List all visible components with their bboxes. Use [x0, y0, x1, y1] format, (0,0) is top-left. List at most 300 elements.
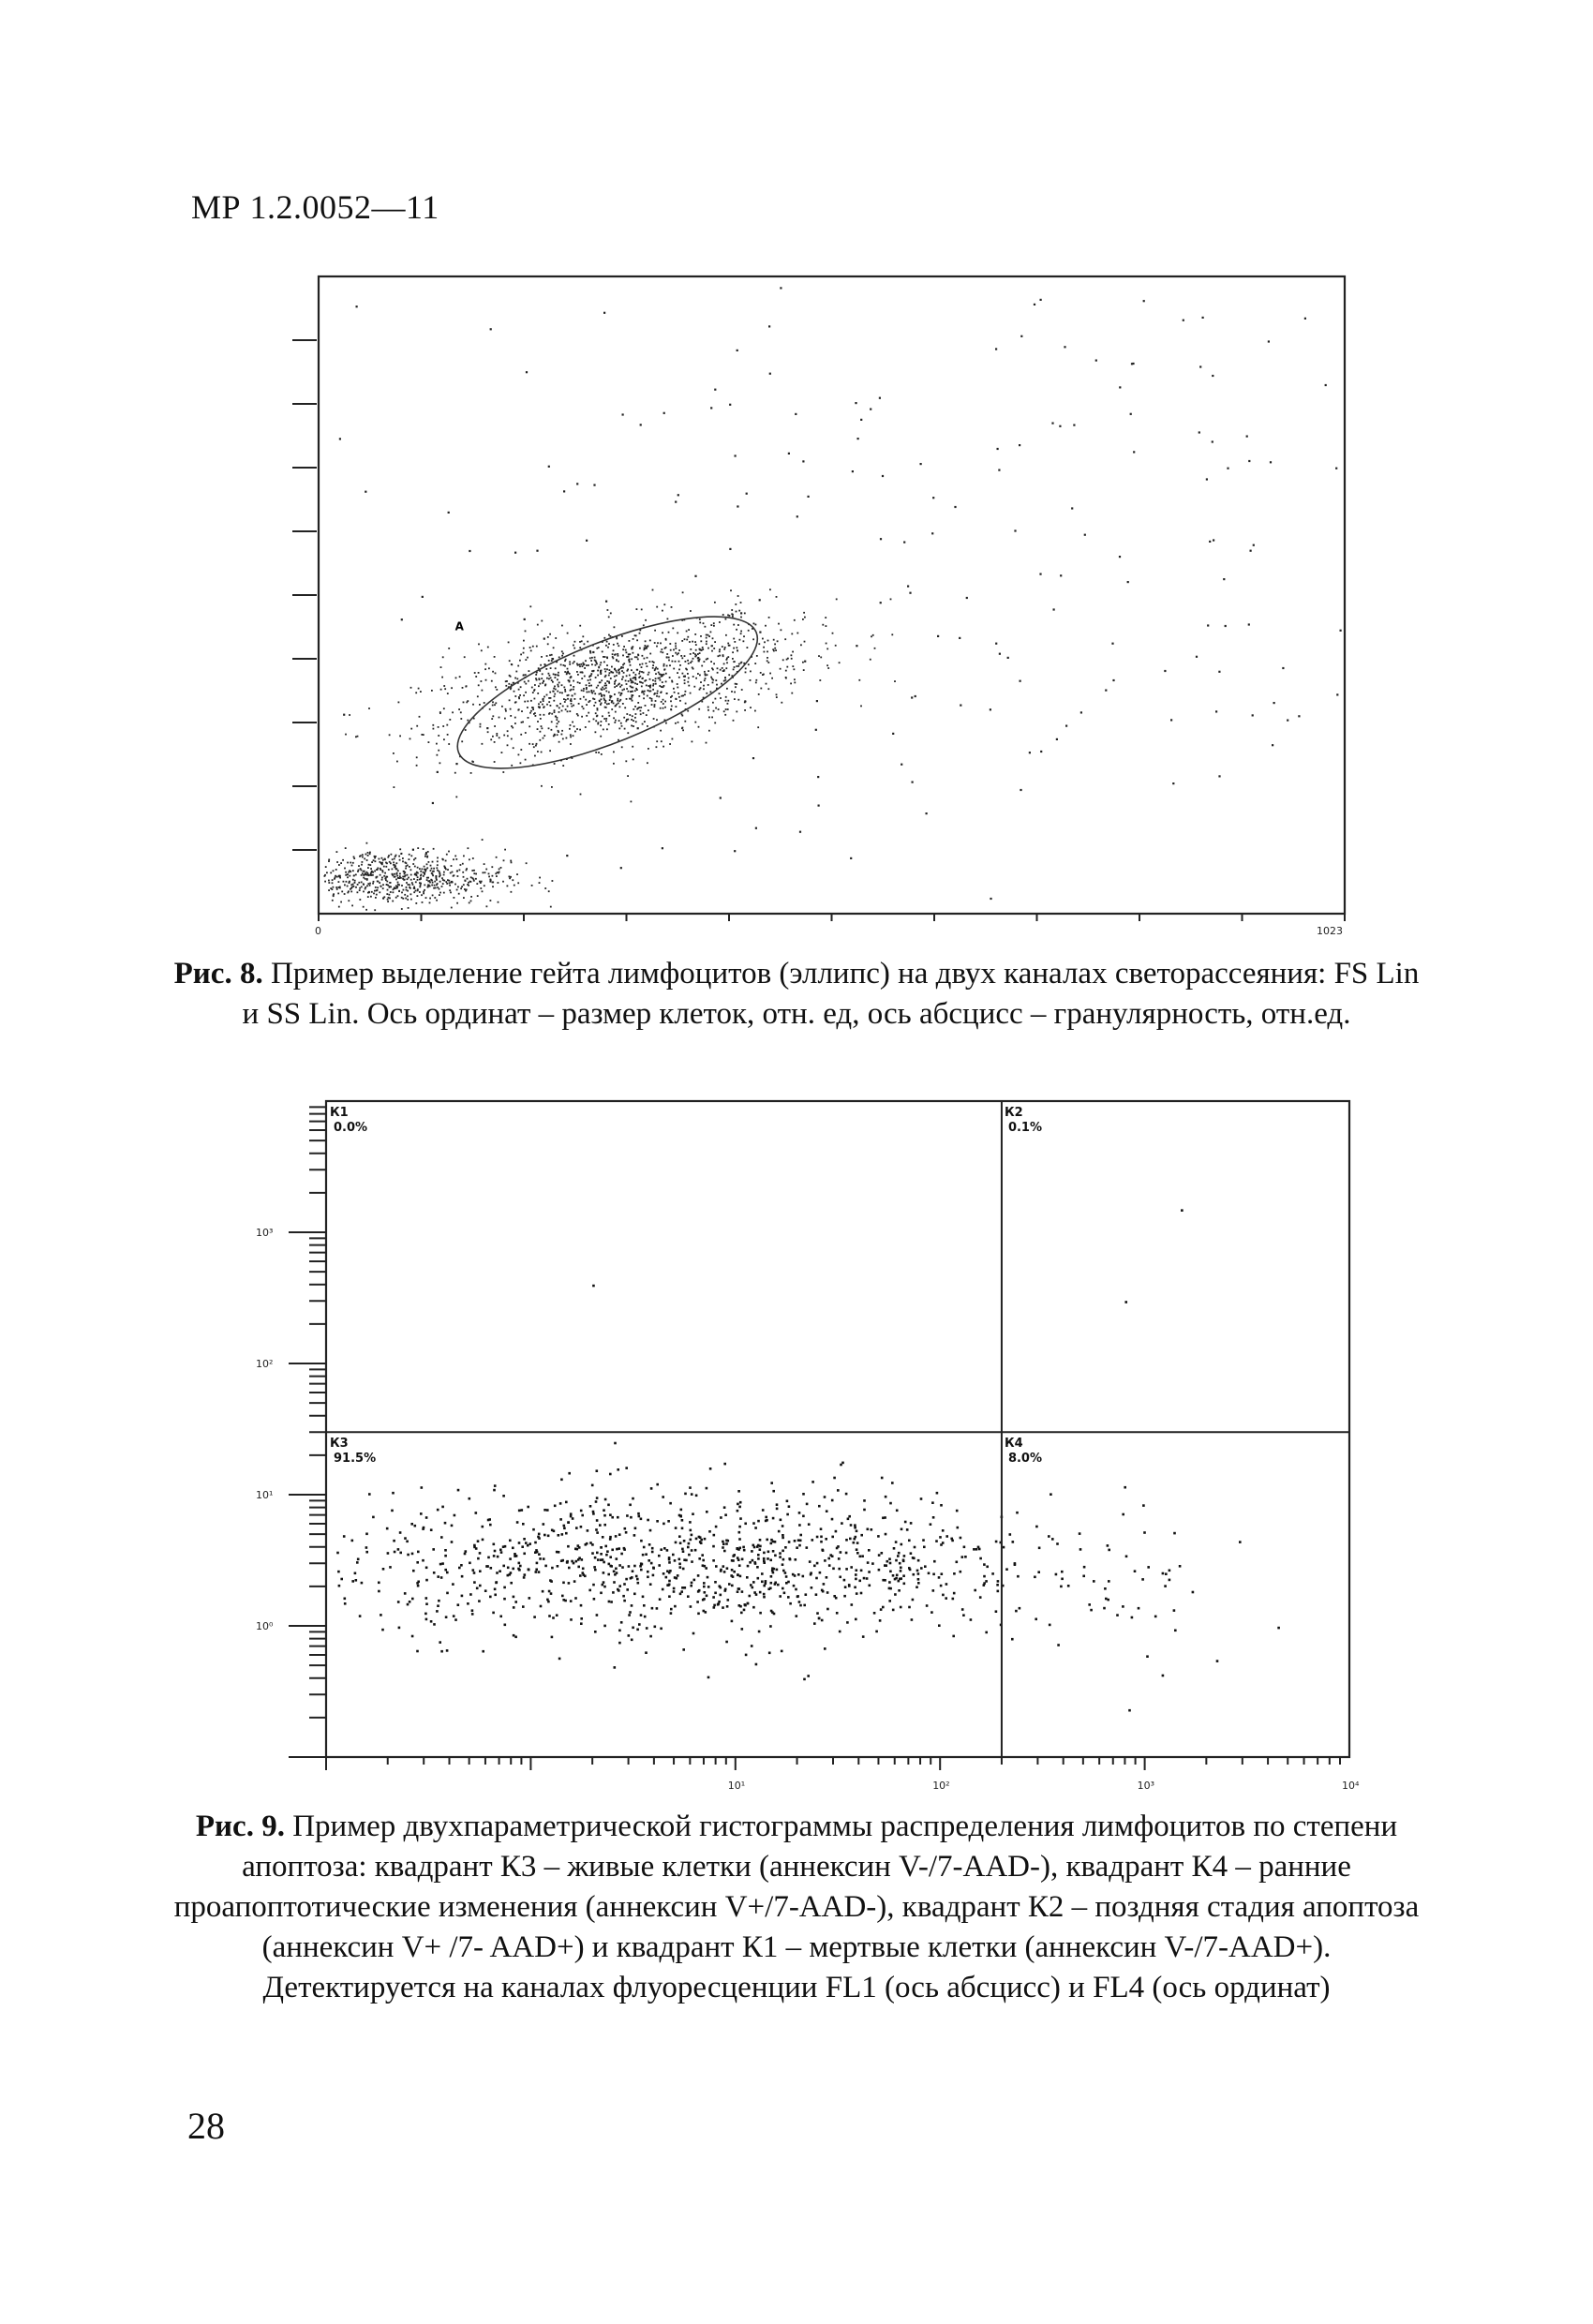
data-point	[737, 699, 739, 701]
data-point	[786, 659, 788, 661]
data-point	[699, 675, 701, 677]
data-point	[564, 701, 566, 703]
data-point	[736, 711, 737, 713]
data-point	[1080, 711, 1082, 713]
data-point	[512, 727, 514, 729]
data-point	[547, 1601, 550, 1603]
data-point	[663, 1523, 665, 1526]
data-point	[660, 643, 662, 645]
data-point	[900, 1567, 902, 1570]
data-point	[437, 1575, 439, 1578]
data-point	[932, 1573, 935, 1576]
data-point	[754, 663, 756, 664]
data-point	[556, 1614, 558, 1616]
data-point	[710, 407, 712, 409]
data-point	[398, 702, 400, 704]
data-point	[433, 868, 435, 870]
data-point	[765, 625, 767, 627]
data-point	[913, 1557, 916, 1560]
data-point	[936, 1492, 939, 1495]
data-point	[758, 1631, 761, 1633]
data-point	[759, 1545, 762, 1548]
y-tick-label-1: 10⁰	[256, 1620, 274, 1632]
data-point	[755, 682, 757, 684]
data-point	[558, 721, 559, 723]
data-point	[451, 1525, 454, 1527]
data-point	[427, 886, 429, 888]
data-point	[1119, 556, 1121, 558]
data-point	[610, 678, 612, 679]
data-point	[554, 686, 556, 688]
data-point	[608, 712, 610, 714]
data-point	[643, 672, 645, 674]
data-point	[525, 1542, 528, 1544]
data-point	[409, 1601, 411, 1603]
data-point	[648, 1559, 650, 1562]
data-point	[433, 1572, 436, 1574]
data-point	[571, 698, 573, 700]
data-point	[419, 879, 421, 881]
data-point	[587, 1529, 589, 1532]
data-point	[429, 902, 431, 904]
data-point	[767, 660, 768, 662]
data-point	[557, 717, 558, 719]
data-point	[595, 677, 597, 678]
data-point	[557, 674, 558, 676]
data-point	[697, 1613, 700, 1616]
data-point	[631, 1604, 633, 1607]
gate-label: A	[454, 619, 464, 633]
data-point	[748, 663, 750, 665]
data-point	[363, 877, 365, 879]
data-point	[661, 701, 663, 703]
data-point	[492, 886, 494, 887]
data-point	[624, 1527, 627, 1530]
data-point	[1005, 1568, 1008, 1571]
data-point	[609, 669, 611, 671]
data-point	[698, 1557, 701, 1560]
data-point	[593, 691, 595, 693]
data-point	[414, 873, 416, 875]
data-point	[551, 1636, 554, 1639]
data-point	[687, 1546, 690, 1549]
data-point	[338, 906, 340, 908]
data-point	[516, 1521, 519, 1524]
data-point	[997, 1590, 1000, 1593]
data-point	[648, 709, 649, 711]
data-point	[739, 1605, 742, 1608]
data-point	[619, 699, 621, 701]
data-point	[592, 1512, 595, 1515]
data-point	[513, 747, 514, 749]
figure8-x-ticks	[319, 914, 1345, 921]
data-point	[347, 886, 349, 887]
data-point	[567, 1545, 570, 1548]
data-point	[753, 623, 755, 625]
data-point	[445, 869, 447, 871]
data-point	[470, 876, 472, 878]
data-point	[874, 648, 876, 649]
data-point	[860, 1534, 863, 1537]
data-point	[602, 1584, 604, 1587]
data-point	[862, 1635, 865, 1638]
data-point	[516, 678, 518, 680]
data-point	[396, 887, 398, 889]
data-point	[432, 874, 434, 876]
data-point	[543, 735, 545, 737]
data-point	[591, 1484, 594, 1487]
quadrant-k1-label: К1	[330, 1106, 349, 1120]
data-point	[595, 712, 597, 714]
data-point	[413, 859, 415, 861]
data-point	[624, 707, 626, 708]
data-point	[472, 704, 474, 706]
data-point	[808, 1523, 811, 1526]
data-point	[822, 624, 824, 626]
data-point	[916, 1586, 918, 1588]
x-tick-label-10000: 10⁴	[1342, 1780, 1360, 1792]
data-point	[579, 1574, 582, 1577]
data-point	[592, 1511, 595, 1513]
data-point	[416, 725, 418, 727]
data-point	[426, 863, 428, 865]
data-point	[1174, 1630, 1177, 1632]
data-point	[347, 876, 349, 878]
data-point	[738, 1506, 741, 1509]
data-point	[930, 1523, 932, 1526]
data-point	[668, 1561, 671, 1564]
data-point	[749, 1595, 752, 1598]
data-point	[588, 721, 590, 723]
data-point	[333, 870, 335, 872]
data-point	[725, 667, 727, 669]
data-point	[595, 720, 597, 722]
data-point	[712, 637, 714, 639]
data-point	[537, 693, 539, 694]
figure8-svg	[272, 267, 1377, 942]
data-point	[551, 658, 553, 660]
data-point	[677, 722, 679, 723]
data-point	[618, 1533, 621, 1536]
data-point	[900, 1606, 902, 1609]
data-point	[658, 1555, 661, 1557]
data-point	[582, 635, 584, 637]
data-point	[878, 1569, 881, 1572]
data-point	[343, 714, 345, 716]
data-point	[361, 874, 363, 876]
data-point	[785, 678, 787, 679]
data-point	[334, 878, 335, 880]
data-point	[723, 1571, 726, 1573]
data-point	[700, 635, 702, 637]
data-point	[686, 631, 688, 633]
data-point	[484, 702, 485, 704]
data-point	[664, 648, 666, 649]
data-point	[662, 651, 663, 653]
data-point	[1206, 478, 1208, 480]
data-point	[926, 812, 928, 814]
data-point	[433, 871, 435, 872]
data-point	[722, 1541, 724, 1543]
data-point	[687, 710, 689, 712]
data-point	[402, 860, 404, 862]
figure9-caption-label: Рис. 9.	[195, 1810, 285, 1843]
data-point	[445, 860, 447, 862]
data-point	[787, 1596, 790, 1599]
data-point	[447, 869, 449, 871]
data-point	[859, 1556, 862, 1558]
data-point	[563, 1525, 566, 1527]
data-point	[658, 672, 660, 674]
data-point	[487, 647, 489, 648]
data-point	[600, 1592, 603, 1595]
data-point	[528, 680, 529, 682]
data-point	[800, 644, 802, 646]
data-point	[371, 891, 373, 893]
data-point	[663, 412, 665, 414]
data-point	[491, 680, 493, 682]
data-point	[572, 1517, 574, 1520]
data-point	[380, 1614, 382, 1616]
data-point	[527, 700, 529, 702]
data-point	[588, 682, 590, 684]
data-point	[769, 373, 771, 375]
data-point	[917, 1582, 920, 1585]
data-point	[779, 1552, 782, 1555]
data-point	[691, 1549, 693, 1552]
data-point	[679, 1542, 682, 1544]
data-point	[854, 1587, 856, 1589]
data-point	[410, 855, 412, 857]
data-point	[377, 881, 379, 883]
data-point	[629, 1611, 632, 1614]
data-point	[623, 689, 625, 691]
data-point	[605, 1554, 608, 1557]
data-point	[421, 734, 423, 736]
data-point	[475, 676, 477, 678]
data-point	[637, 654, 639, 656]
data-point	[533, 713, 535, 715]
data-point	[739, 1517, 742, 1520]
data-point	[743, 635, 745, 637]
data-point	[635, 1575, 638, 1578]
data-point	[856, 645, 857, 647]
data-point	[606, 1550, 609, 1553]
data-point	[614, 686, 616, 688]
data-point	[826, 648, 828, 650]
data-point	[798, 1601, 801, 1603]
data-point	[407, 878, 409, 880]
data-point	[633, 681, 634, 683]
data-point	[692, 676, 694, 678]
data-point	[524, 618, 526, 620]
data-point	[598, 752, 600, 753]
data-point	[824, 1496, 826, 1498]
data-point	[706, 693, 707, 694]
data-point	[479, 704, 481, 706]
data-point	[713, 710, 715, 712]
data-point	[481, 881, 483, 883]
data-point	[889, 1502, 892, 1505]
data-point	[532, 1528, 535, 1531]
data-point	[512, 879, 514, 881]
data-point	[441, 858, 443, 860]
data-point	[753, 1591, 756, 1594]
data-point	[930, 1611, 933, 1614]
figure9-plot	[239, 1087, 1382, 1818]
data-point	[492, 671, 494, 673]
data-point	[647, 1519, 649, 1522]
data-point	[613, 717, 615, 719]
data-point	[737, 624, 739, 626]
data-point	[429, 882, 431, 884]
data-point	[541, 785, 543, 787]
data-point	[819, 679, 821, 681]
data-point	[536, 1562, 539, 1565]
data-point	[746, 493, 748, 495]
data-point	[679, 1566, 682, 1569]
data-point	[860, 419, 862, 421]
data-point	[754, 1527, 757, 1529]
data-point	[385, 879, 387, 881]
data-point	[394, 873, 395, 875]
data-point	[1083, 1566, 1086, 1569]
data-point	[531, 707, 533, 708]
data-point	[778, 1530, 781, 1533]
data-point	[564, 1600, 567, 1602]
data-point	[596, 1469, 599, 1472]
data-point	[647, 646, 648, 648]
data-point	[421, 894, 423, 896]
data-point	[723, 648, 725, 650]
data-point	[603, 688, 605, 690]
data-point	[436, 878, 438, 880]
data-point	[596, 1552, 599, 1555]
data-point	[423, 891, 424, 893]
data-point	[532, 646, 534, 648]
data-point	[577, 715, 579, 717]
data-point	[711, 645, 713, 647]
data-point	[714, 389, 716, 391]
data-point	[690, 1529, 692, 1532]
data-point	[875, 1631, 878, 1633]
data-point	[355, 736, 357, 737]
data-point	[600, 1553, 603, 1556]
data-point	[419, 716, 421, 718]
data-point	[706, 1487, 708, 1490]
data-point	[399, 1552, 402, 1555]
data-point	[586, 704, 588, 706]
data-point	[645, 619, 647, 621]
data-point	[394, 786, 395, 788]
data-point	[440, 1536, 443, 1539]
data-point	[723, 710, 725, 712]
data-point	[368, 864, 370, 866]
data-point	[355, 886, 357, 888]
data-point	[888, 1557, 891, 1560]
data-point	[502, 881, 504, 883]
data-point	[662, 610, 663, 612]
data-point	[714, 602, 716, 603]
data-point	[694, 641, 696, 643]
data-point	[439, 1563, 442, 1566]
data-point	[622, 667, 624, 669]
data-point	[458, 893, 460, 895]
data-point	[513, 1606, 515, 1609]
data-point	[623, 717, 625, 719]
data-point	[666, 1584, 669, 1587]
data-point	[1104, 1587, 1107, 1590]
data-point	[733, 624, 735, 626]
data-point	[561, 1595, 564, 1598]
data-point	[581, 690, 583, 692]
data-point	[592, 1285, 595, 1288]
data-point	[639, 630, 641, 632]
data-point	[553, 674, 555, 676]
data-point	[1122, 1605, 1124, 1608]
data-point	[850, 1566, 853, 1569]
data-point	[674, 692, 676, 693]
data-point	[607, 647, 609, 648]
data-point	[492, 882, 494, 884]
data-point	[734, 850, 736, 852]
data-point	[490, 900, 492, 901]
data-point	[499, 869, 500, 871]
data-point	[626, 688, 628, 690]
data-point	[471, 1613, 474, 1616]
data-point	[712, 1559, 715, 1562]
data-point	[740, 1612, 743, 1615]
data-point	[603, 699, 605, 701]
data-point	[767, 1551, 770, 1554]
data-point	[677, 652, 679, 654]
data-point	[631, 719, 633, 721]
data-point	[412, 849, 414, 851]
data-point	[552, 691, 554, 693]
data-point	[330, 887, 332, 889]
data-point	[663, 603, 665, 605]
data-point	[611, 708, 613, 710]
data-point	[490, 738, 492, 740]
data-point	[739, 1575, 742, 1578]
data-point	[509, 660, 511, 662]
data-point	[617, 1468, 619, 1471]
data-point	[839, 1631, 841, 1633]
data-point	[583, 688, 585, 690]
data-point	[482, 1526, 484, 1528]
data-point	[724, 1513, 727, 1516]
data-point	[618, 1589, 620, 1592]
data-point	[631, 1639, 633, 1642]
data-point	[443, 874, 445, 876]
data-point	[792, 1573, 795, 1576]
data-point	[737, 1558, 740, 1561]
data-point	[523, 674, 525, 676]
data-point	[824, 1559, 826, 1562]
data-point	[480, 723, 482, 725]
data-point	[420, 875, 422, 877]
data-point	[880, 538, 882, 540]
data-point	[496, 875, 498, 877]
data-point	[1212, 375, 1213, 377]
data-point	[636, 1578, 639, 1581]
data-point	[424, 866, 425, 868]
data-point	[738, 610, 740, 612]
data-point	[737, 350, 738, 351]
data-point	[668, 660, 670, 662]
data-point	[744, 613, 746, 615]
data-point	[414, 1525, 417, 1527]
